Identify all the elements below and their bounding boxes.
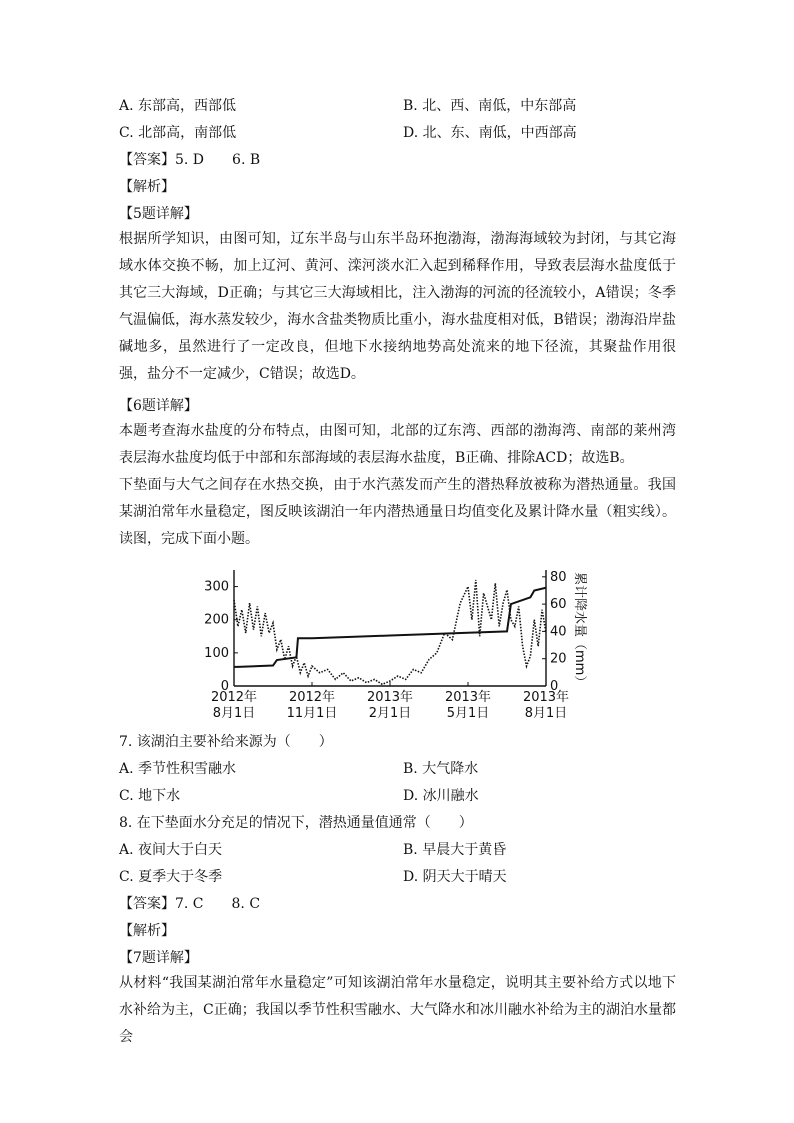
right-tick-label: 0 [550,679,559,694]
answer-7-8: 【答案】7. C 8. C [119,896,261,912]
q5-option-d: D. 北、东、南低，中西部高 [403,125,577,141]
right-tick-label: 20 [550,651,567,667]
q8-option-a: A. 夜间大于白天 [119,842,223,858]
q6-detail-heading: 【6题详解】 [119,398,198,414]
q5-option-a: A. 东部高，西部低 [119,98,237,114]
right-tick-label: 60 [550,597,567,613]
analysis-heading: 【解析】 [119,179,175,195]
answer-5-6: 【答案】5. D 6. B [119,152,261,168]
x-tick-label-date: 8月1日 [524,706,568,721]
q7-detail-heading: 【7题详解】 [119,950,198,966]
x-tick-label-year: 2013年 [366,690,414,705]
material-intro: 下垫面与大气之间存在水热交换，由于水汽蒸发而产生的潜热释放被称为潜热通量。我国某湖泊常年水量稳定，图反映该湖泊一年内潜热通量日均值变化及累计降水量（粗实线）。读图，完成下面小题。 [119,477,676,547]
chart-svg [198,564,588,726]
q5-detail-heading: 【5题详解】 [119,206,198,222]
x-tick-label-year: 2012年 [210,690,258,705]
left-tick-label: 200 [204,612,229,628]
q7-option-b: B. 大气降水 [403,761,479,777]
q7-option-a: A. 季节性积雪融水 [119,761,237,777]
q7-option-d: D. 冰川融水 [403,788,479,804]
latent-heat-chart [198,564,588,726]
q7-option-c: C. 地下水 [119,788,181,804]
cumulative-precipitation-series [234,588,546,667]
x-tick-label-date: 5月1日 [446,706,490,721]
left-tick-label: 300 [204,579,229,595]
left-tick-label: 100 [204,645,229,661]
q8-option-d: D. 阴天大于晴天 [403,869,507,885]
q5-option-c: C. 北部高，南部低 [119,125,237,141]
left-tick-label: 0 [220,679,229,694]
x-tick-label-year: 2012年 [288,690,336,705]
q7-detail-text: 从材料“我国某湖泊常年水量稳定”可知该湖泊常年水量稳定，说明其主要补给方式以地下水补给为主，C正确；我国以季节性积雪融水、大气降水和冰川融水补给为主的湖泊水量都会 [119,975,676,1045]
q5-detail-text: 根据所学知识，由图可知，辽东半岛与山东半岛环抱渤海，渤海海域较为封闭，与其它海域水体交换不畅，加上辽河、黄河、滦河淡水汇入起到稀释作用，导致表层海水盐度低于其它三大海域，D正确；与其它三大海域相比，注入渤海的河流的径流较小，A错误；冬季气温偏低，海水蒸发较少，海水含盐类物质比重小，海水盐度相对低，B错误；渤海沿岸盐碱地多，虽然进行了一定改良，但地下水接纳地势高处流来的地下径流，其聚盐作用很强，盐分不一定减少，C错误；故选D。 [119,231,676,382]
x-tick-label-date: 8月1日 [212,706,256,721]
q5-option-b: B. 北、西、南低，中东部高 [403,98,577,114]
x-tick-label-date: 2月1日 [368,706,412,721]
x-tick-label-year: 2013年 [444,690,492,705]
x-tick-label-date: 11月1日 [286,706,338,721]
right-tick-label: 40 [550,624,567,640]
q8-stem: 8. 在下垫面水分充足的情况下，潜热通量值通常（ ） [119,815,473,831]
right-tick-label: 80 [550,569,567,585]
q7-stem: 7. 该湖泊主要补给来源为（ ） [119,734,333,750]
x-tick-label-year: 2013年 [522,690,570,705]
q8-option-c: C. 夏季大于冬季 [119,869,223,885]
q8-option-b: B. 早晨大于黄昏 [403,842,507,858]
analysis-heading-2: 【解析】 [119,923,175,939]
q6-detail-text: 本题考查海水盐度的分布特点，由图可知，北部的辽东湾、西部的渤海湾、南部的莱州湾表层海水盐度均低于中部和东部海域的表层海水盐度，B正确、排除ACD；故选B。 [119,423,676,466]
right-axis-label: 累计降水量（mm） [572,572,587,689]
